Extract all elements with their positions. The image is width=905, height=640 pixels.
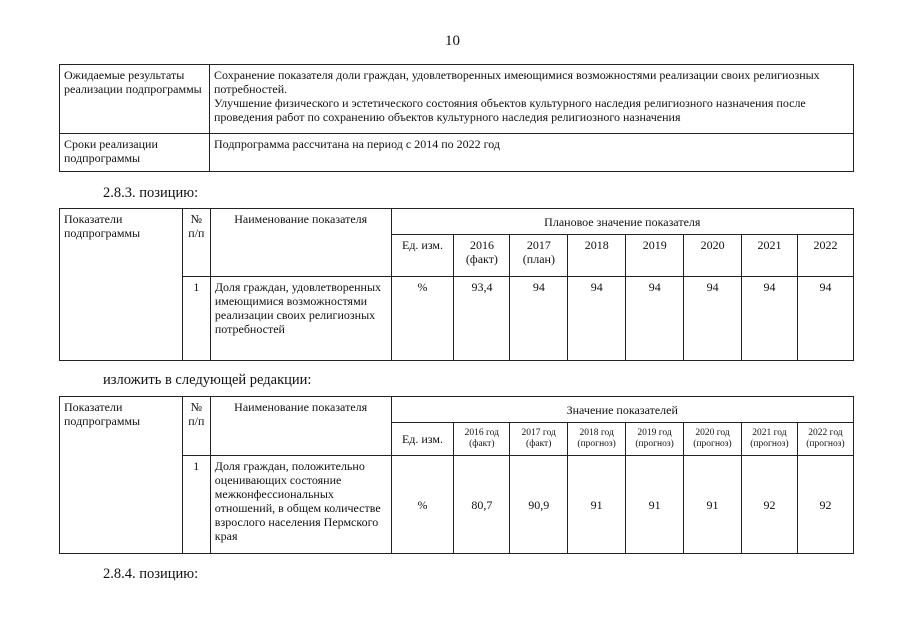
- row-unit: %: [391, 277, 454, 361]
- row-content: [210, 134, 854, 172]
- row-value: 93,4: [454, 277, 510, 361]
- row-value: 91: [684, 456, 742, 554]
- row-label: Сроки реализации подпрограммы: [60, 134, 210, 172]
- col-num: № п/п: [182, 397, 210, 456]
- row-value: 90,9: [510, 456, 568, 554]
- row-value: 94: [626, 277, 684, 361]
- row-name: Доля граждан, положительно оценивающих состояние межконфессиональных отношений, в общем количестве взрослого населения Пермского края: [210, 456, 391, 554]
- row-value: 94: [797, 277, 853, 361]
- content-line: Улучшение физического и эстетического состояния объектов культурного наследия религиозного назначения после проведения работ по сохранению объектов культурного наследия религиозного назначения: [214, 96, 806, 124]
- row-value: 94: [684, 277, 742, 361]
- unit-header: Ед. изм.: [391, 235, 454, 277]
- year-header: 2016 год (факт): [454, 423, 510, 456]
- section-2-8-4-caption: 2.8.4. позицию:: [103, 566, 199, 582]
- year-header: 2022: [797, 235, 853, 277]
- year-header: 2019 год (прогноз): [626, 423, 684, 456]
- year-header: 2022 год (прогноз): [797, 423, 853, 456]
- row-num: 1: [182, 456, 210, 554]
- row-value: 94: [568, 277, 626, 361]
- col-indicators: Показатели подпрограммы: [60, 209, 183, 361]
- new-indicators-table: [59, 396, 854, 554]
- col-name: Наименование показателя: [210, 209, 391, 277]
- new-edition-caption: изложить в следующей редакции:: [103, 372, 312, 388]
- content-line: Подпрограмма рассчитана на период с 2014 по 2022 год: [214, 137, 500, 151]
- row-value: 92: [741, 456, 797, 554]
- col-name: Наименование показателя: [210, 397, 391, 456]
- row-name: Доля граждан, удовлетворенных имеющимися возможностями реализации своих религиозных потребностей: [210, 277, 391, 361]
- year-header: 2017 год (факт): [510, 423, 568, 456]
- old-indicators-table: [59, 208, 854, 361]
- row-content: [210, 65, 854, 134]
- row-value: 80,7: [454, 456, 510, 554]
- row-value: 92: [797, 456, 853, 554]
- year-header: 2021: [742, 235, 798, 277]
- row-value: 94: [510, 277, 568, 361]
- content-line: Сохранение показателя доли граждан, удовлетворенных имеющимися возможностями реализации своих религиозных потребностей.: [214, 68, 820, 96]
- row-value: 91: [568, 456, 626, 554]
- row-value: 91: [626, 456, 684, 554]
- year-header: 2017 (план): [510, 235, 568, 277]
- group-header: Плановое значение показателя: [391, 209, 853, 235]
- year-header: 2020: [684, 235, 742, 277]
- year-header: 2018 год (прогноз): [568, 423, 626, 456]
- passport-table: [59, 64, 854, 172]
- year-header: 2021 год (прогноз): [741, 423, 797, 456]
- year-header: 2018: [568, 235, 626, 277]
- year-header: 2016 (факт): [454, 235, 510, 277]
- col-indicators: Показатели подпрограммы: [60, 397, 183, 554]
- row-num: 1: [182, 277, 210, 361]
- unit-header: Ед. изм.: [391, 423, 454, 456]
- table-row: [60, 134, 854, 172]
- group-header: Значение показателей: [391, 397, 853, 423]
- row-value: 94: [742, 277, 798, 361]
- year-header: 2019: [626, 235, 684, 277]
- page-number: 10: [445, 33, 460, 49]
- row-label: Ожидаемые результаты реализации подпрограммы: [60, 65, 210, 134]
- col-num: № п/п: [182, 209, 210, 277]
- row-unit: %: [391, 456, 454, 554]
- table-row: [60, 65, 854, 134]
- header-row: [60, 209, 854, 235]
- section-2-8-3-caption: 2.8.3. позицию:: [103, 185, 199, 201]
- header-row: [60, 397, 854, 423]
- year-header: 2020 год (прогноз): [684, 423, 742, 456]
